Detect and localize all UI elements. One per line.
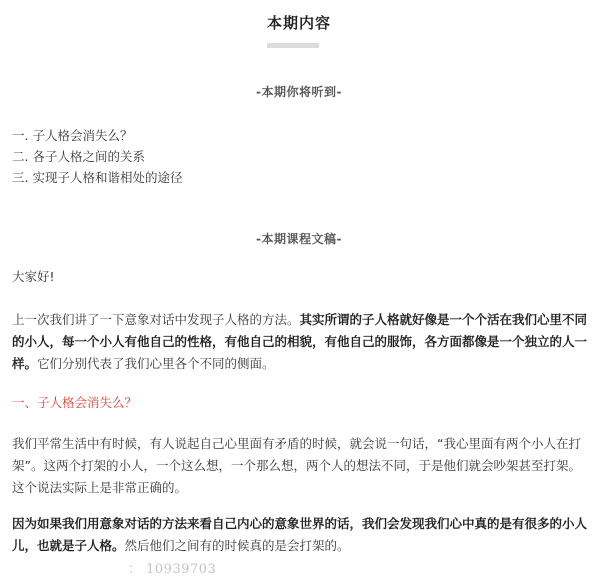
- outline-list: [12, 125, 182, 188]
- paragraph-intro: [12, 309, 588, 375]
- page-title: 本期内容: [266, 14, 331, 32]
- outline-item: 三. 实现子人格和谐相处的途径: [12, 170, 183, 185]
- paragraph-subpersonalities-bold: 因为如果我们用意象对话的方法来看自己内心的意象世界的话，我们会发现我们心中真的是有很多的小人儿，也就是子人格。: [12, 516, 588, 553]
- watermark-id: ： 10939703: [128, 562, 217, 577]
- outline-item: 二. 各子人格之间的关系: [12, 149, 145, 164]
- paragraph-subpersonalities: [12, 513, 588, 557]
- paragraph-intro-end: 它们分别代表了我们心里各个不同的侧面。: [37, 356, 275, 371]
- greeting-text: 大家好!: [12, 269, 55, 284]
- paragraph-subpersonalities-end: 然后他们之间有的时候真的是会打架的。: [124, 538, 350, 553]
- section-heading-listen: -本期你将听到-: [256, 85, 342, 99]
- title-underline: [267, 43, 319, 48]
- outline-item: 一. 子人格会消失么？: [12, 128, 133, 143]
- section-heading-transcript: -本期课程文稿-: [256, 232, 342, 246]
- subsection-heading: 一、子人格会消失么？: [12, 395, 138, 410]
- paragraph-conflict: 我们平常生活中有时候，有人说起自己心里面有矛盾的时候，就会说一句话，“我心里面有两个小人在打架”。这两个打架的小人，一个这么想，一个那么想，两个人的想法不同，于是他们就会吵架甚至打架。这个说法实际上是非常正确的。: [12, 436, 581, 495]
- paragraph-intro-bold: 其实所谓的子人格就好像是一个个活在我们心里不同的小人，每一个小人有他自己的性格，有他自己的相貌，有他自己的服饰，各方面都像是一个独立的人一样。: [12, 312, 588, 371]
- paragraph-intro-start: 上一次我们讲了一下意象对话中发现子人格的方法。: [12, 312, 300, 327]
